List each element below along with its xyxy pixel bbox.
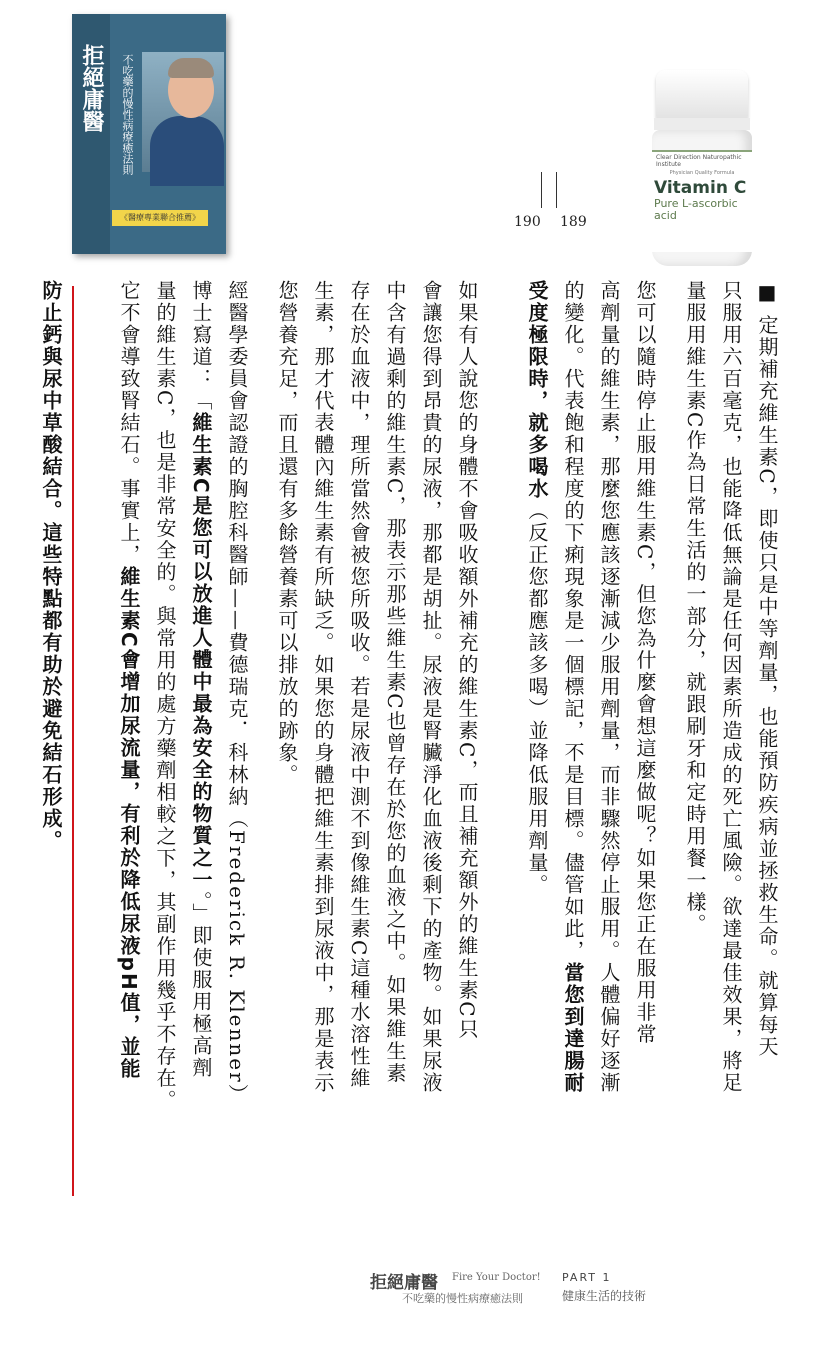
bottle-quality: Physician Quality Formula	[669, 170, 735, 176]
footer-part-label: PART 1	[562, 1271, 612, 1284]
footer-section-title: 健康生活的技術	[562, 1289, 647, 1303]
text-column-4: 您可以隨時停止服用維生素C，但您為什麼會想這麼做呢？如果您正在服用非常	[633, 280, 657, 1046]
text-column-17	[114, 280, 144, 1200]
bottle-neck	[654, 118, 750, 130]
text-column-7-regular: （反正您都應該多喝）並降低服用劑量。	[525, 500, 549, 896]
text-column-15	[186, 280, 216, 1200]
text-column-1: ■ 定期補充維生素C，即使只是中等劑量，也能預防疾病並拯救生命。就算每天	[755, 280, 779, 1058]
text-column-17-bold: 維生素C會增加尿流量，有利於降低尿液pH值，並能	[117, 566, 141, 1080]
page-divider-right	[556, 172, 557, 208]
text-column-10: 中含有過剩的維生素C，那表示那些維生素C也曾存在於您的血液之中。如果維生素	[383, 280, 407, 1085]
text-column-14: 經醫學委員會認證的胸腔科醫師——費德瑞克．科林納（Frederick R. Klenner）	[225, 280, 249, 1106]
footer-subtitle: 不吃藥的慢性病療癒法則	[402, 1292, 523, 1305]
cover-subtitle: 不吃藥的慢性病療癒法則	[121, 54, 134, 175]
footer-english-title: Fire Your Doctor!	[452, 1272, 541, 1283]
bottle-pure-text: Pure L-ascorbic acid	[654, 197, 738, 222]
bottle-cap	[656, 70, 748, 120]
text-column-5: 高劑量的維生素，那麼您應該逐漸減少服用劑量，而非驟然停止服用。人體偏好逐漸	[597, 280, 621, 1094]
cover-author-shirt	[150, 116, 224, 186]
bottle-product-name: Vitamin C	[654, 178, 747, 198]
vitamin-c-bottle-image	[652, 70, 752, 266]
cover-title: 拒絕庸醫	[79, 44, 104, 132]
text-column-6	[558, 280, 588, 1200]
text-column-9: 會讓您得到昂貴的尿液，那都是胡扯。尿液是腎臟淨化血液後剩下的產物。如果尿液	[419, 280, 443, 1094]
text-column-15-bold: 維生素C是您可以放進人體中最為安全的物質之一	[189, 412, 213, 891]
page-divider-left	[541, 172, 542, 208]
page-number-right: 189	[560, 214, 587, 230]
text-column-6-regular: 的變化。代表飽和程度的下痢現象是一個標記，不是目標。儘管如此，	[561, 280, 585, 962]
cover-banner: 《醫療專業聯合推薦》	[112, 210, 208, 226]
bottle-brand: Clear Direction Naturopathic Institute	[656, 154, 742, 168]
cover-author-hair	[168, 58, 214, 78]
emphasis-red-line	[72, 286, 74, 1196]
book-cover-image	[72, 14, 226, 254]
text-column-13: 您營養充足，而且還有多餘營養素可以排放的跡象。	[275, 280, 299, 786]
text-column-18	[36, 280, 66, 1200]
text-column-12: 生素，那才代表體內維生素有所缺乏。如果您的身體把維生素排到尿液中，那是表示	[311, 280, 335, 1094]
text-column-7-bold: 受度極限時，就多喝水	[525, 280, 549, 500]
text-column-6-bold: 當您到達腸耐	[561, 962, 585, 1094]
text-column-7	[522, 280, 552, 1200]
footer-book-title: 拒絕庸醫	[370, 1273, 438, 1293]
text-column-15-regular-a: 博士寫道：「	[189, 280, 213, 412]
text-column-15-regular-b: 。」即使服用極高劑	[189, 890, 213, 1079]
text-column-11: 存在於血液中，理所當然會被您所吸收。若是尿液中測不到像維生素C這種水溶性維	[347, 280, 371, 1090]
text-column-18-bold: 防止鈣與尿中草酸結合。這些特點都有助於避免結石形成。	[39, 280, 63, 852]
text-column-8: 如果有人說您的身體不會吸收額外補充的維生素C，而且補充額外的維生素C只	[455, 280, 479, 1041]
text-column-16: 量的維生素C，也是非常安全的。與常用的處方藥劑相較之下，其副作用幾乎不存在。	[153, 280, 177, 1112]
text-column-3: 量服用維生素C作為日常生活的一部分，就跟刷牙和定時用餐一樣。	[683, 280, 707, 936]
text-column-17-regular: 它不會導致腎結石。事實上，	[117, 280, 141, 566]
text-column-2: 只服用六百毫克，也能降低無論是任何因素所造成的死亡風險。欲達最佳效果，將足	[719, 280, 743, 1094]
page-number-left: 190	[514, 214, 541, 230]
